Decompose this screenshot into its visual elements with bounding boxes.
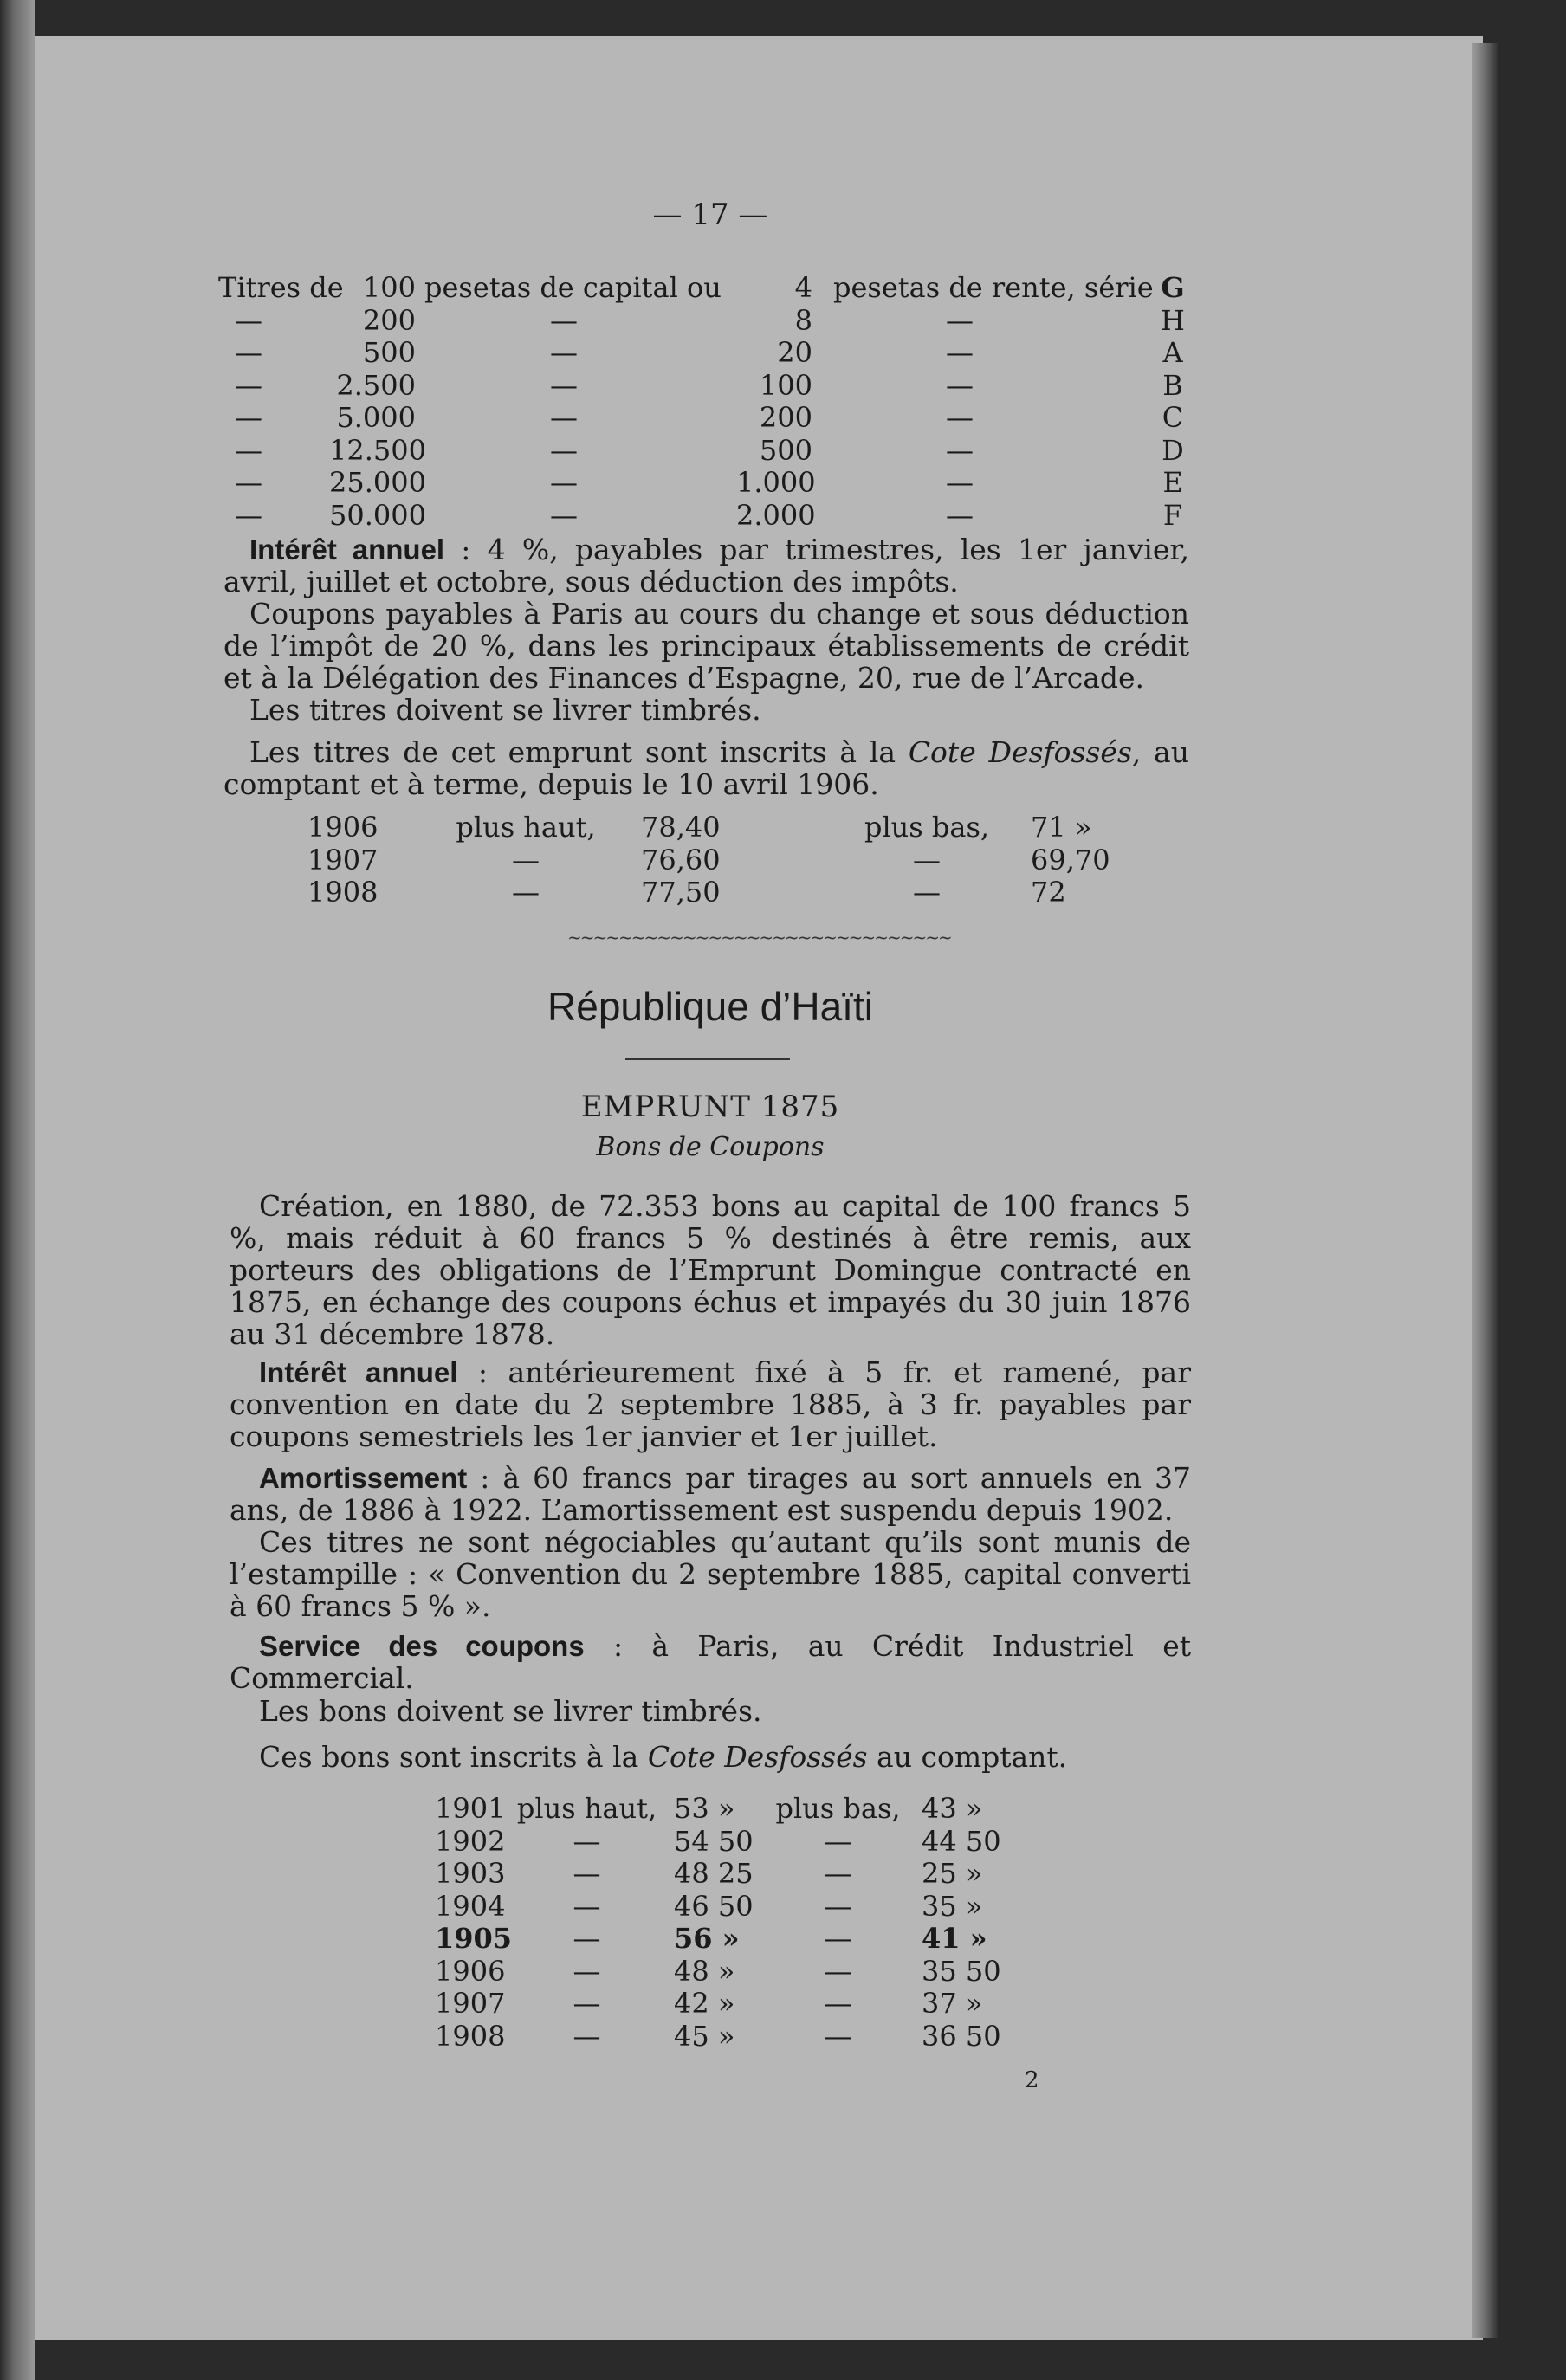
table-cell: 1901	[435, 1792, 506, 1825]
table-cell: 50.000	[329, 498, 426, 532]
table-cell: —	[946, 433, 974, 467]
interet-label: Intérêt annuel	[259, 1356, 458, 1388]
table-cell: —	[235, 466, 262, 499]
table-cell: A	[1162, 336, 1183, 369]
service-paragraph	[230, 1630, 1191, 1694]
table-cell	[833, 272, 1154, 305]
table-cell: 46 50	[674, 1889, 754, 1923]
table-cell: 78,40	[641, 811, 721, 844]
table-cell: Titres de	[218, 271, 344, 304]
service-text: : à Paris, au Crédit Industriel et Commercial.	[230, 1629, 1191, 1695]
table-cell: —	[824, 1922, 852, 1955]
table-cell: 12.500	[329, 433, 426, 467]
table-cell: 500	[759, 433, 812, 467]
table-cell: D	[1162, 433, 1184, 467]
table-cell: —	[573, 1824, 601, 1858]
table-cell: —	[235, 368, 262, 402]
bons-timbres-paragraph: Les bons doivent se livrer timbrés.	[259, 1694, 762, 1728]
table-cell: —	[946, 401, 974, 434]
table-cell: plus bas,	[775, 1792, 901, 1825]
table-cell: —	[824, 2019, 852, 2053]
table-cell: —	[824, 1824, 852, 1858]
amortissement-paragraph	[230, 1462, 1191, 1526]
page-number: — 17 —	[652, 197, 768, 232]
table-cell: —	[946, 368, 974, 402]
table-cell: 35 »	[922, 1889, 983, 1923]
cours2-bas	[922, 1793, 1017, 2053]
table-cell: —	[573, 1987, 601, 2020]
table-cell: plus bas,	[864, 811, 990, 844]
titres-timbres-paragraph: Les titres doivent se livrer timbrés.	[249, 693, 761, 727]
cote-desfosses: Cote Desfossés	[908, 735, 1132, 769]
table-cell: 41 »	[922, 1922, 987, 1955]
table-cell: —	[235, 303, 262, 337]
service-label: Service des coupons	[259, 1630, 585, 1662]
table-cell: —	[235, 336, 262, 369]
table-cell: —	[573, 1889, 601, 1923]
table-cell: 54 50	[674, 1824, 754, 1858]
cours2-year	[435, 1793, 513, 2053]
table-cell: —	[913, 876, 941, 909]
table-cell: 77,50	[641, 876, 721, 909]
emprunt-subtitle: Bons de Coupons	[596, 1132, 825, 1162]
table-cell: —	[946, 498, 974, 532]
book-gutter	[0, 0, 35, 2380]
estampille-paragraph: Ces titres ne sont négociables qu’autant qu’ils sont munis de l’estampille : « Convention du 2 septembre 1885, capital converti à 60 francs 5 % ».	[230, 1525, 1191, 1623]
coupons-paragraph: Coupons payables à Paris au cours du change et sous déduction de l’impôt de 20 %, dans les principaux établissements de crédit et à la Délégation des Finances d’Espagne, 20, rue de l’Arcade.	[223, 597, 1189, 695]
table-cell: 36 50	[922, 2019, 1001, 2053]
interet-paragraph-2	[230, 1356, 1191, 1452]
table-cell: —	[573, 1857, 601, 1890]
table-cell: 1906	[307, 811, 379, 844]
table-cell: 20	[777, 336, 812, 369]
table-cell: 25.000	[329, 466, 426, 499]
table-cell: plus haut,	[456, 811, 596, 844]
inscrits-before: Ces bons sont inscrits à la	[259, 1740, 648, 1774]
table-cell: B	[1162, 368, 1183, 402]
table-cell: 43 »	[922, 1792, 983, 1825]
wavy-separator: ~~~~~~~~~~~~~~~~~~~~~~~~~~~~~~	[567, 927, 951, 947]
table-cell: 100	[362, 271, 416, 304]
title-rule	[625, 1058, 790, 1060]
inscrits-after: au comptant.	[867, 1740, 1068, 1774]
interet-paragraph-1	[223, 534, 1189, 598]
table-cell: 42 »	[674, 1987, 735, 2020]
interet-label: Intérêt annuel	[249, 534, 445, 566]
table-cell: 1906	[435, 1954, 506, 1988]
table-cell: 1903	[435, 1857, 506, 1890]
table-cell: —	[824, 1857, 852, 1890]
amortissement-text: : à 60 francs par tirages au sort annuels en 37 ans, de 1886 à 1922. L’amortissement est suspendu depuis 1902.	[230, 1461, 1191, 1527]
table-cell: —	[550, 466, 578, 499]
table-cell: 37 »	[922, 1987, 983, 2020]
table-cell: F	[1162, 498, 1183, 532]
table-cell: 1.000	[736, 466, 816, 499]
table-cell: E	[1162, 466, 1183, 499]
table-cell: 1907	[307, 843, 379, 876]
creation-paragraph: Création, en 1880, de 72.353 bons au capital de 100 francs 5 %, mais réduit à 60 francs 5 % destinés à être remis, aux porteurs des obligations de l’Emprunt Domingue contracté en 1875, en échange des coupons échus et impayés du 30 juin 1876 au 31 décembre 1878.	[230, 1189, 1191, 1351]
table-cell: —	[550, 401, 578, 434]
table-cell: 500	[362, 336, 416, 369]
table-cell: 76,60	[641, 843, 721, 876]
amortissement-label: Amortissement	[259, 1462, 468, 1494]
table-cell: pesetas de capital ou	[424, 271, 722, 304]
titres-col-serie	[1154, 272, 1192, 532]
table-cell: plus haut,	[516, 1792, 657, 1825]
inscrits-before: Les titres de cet emprunt sont inscrits à la	[249, 735, 909, 769]
table-cell: —	[946, 466, 974, 499]
table-cell: —	[235, 433, 262, 467]
table-cell: 44 50	[922, 1824, 1001, 1858]
table-cell: —	[946, 336, 974, 369]
interet-text: : antérieurement fixé à 5 fr. et ramené, par convention en date du 2 septembre 1885, à 3 fr. payables par coupons semestriels les 1er janvier et 1er juillet.	[230, 1355, 1191, 1453]
table-cell: C	[1162, 401, 1184, 434]
titres-col-b	[424, 272, 736, 532]
table-cell: —	[824, 1889, 852, 1923]
table-cell: 72	[1031, 876, 1066, 909]
table-cell: 71 »	[1031, 811, 1092, 844]
titres-col-c	[833, 272, 1154, 532]
table-cell: —	[573, 1922, 601, 1955]
table-cell: —	[946, 303, 974, 337]
table-cell: —	[512, 843, 540, 876]
table-cell: G	[1161, 271, 1185, 304]
table-cell: 25 »	[922, 1857, 983, 1890]
table-cell: 1905	[435, 1922, 513, 1955]
table-cell: 1908	[435, 2019, 506, 2053]
table-cell: 1908	[307, 876, 379, 909]
table-cell: —	[913, 843, 941, 876]
table-cell: —	[550, 498, 578, 532]
table-cell: 5.000	[336, 401, 416, 434]
table-cell: 53 »	[674, 1792, 735, 1825]
table-cell: —	[550, 303, 578, 337]
table-cell: 1904	[435, 1889, 506, 1923]
titres-col-capital	[329, 271, 426, 532]
table-cell: 100	[759, 368, 812, 402]
cours1-haut-label	[443, 812, 608, 909]
page-edge	[1472, 43, 1498, 2338]
cours1-bas-label	[853, 812, 1000, 909]
table-cell: —	[824, 1954, 852, 1988]
table-cell: 200	[362, 303, 416, 337]
section-title: République d’Haïti	[547, 984, 873, 1029]
table-cell: H	[1161, 303, 1185, 337]
titres-col-rente	[736, 271, 816, 532]
cours2-bas-label	[762, 1793, 914, 2053]
table-cell: 2.000	[736, 498, 816, 532]
table-cell: —	[824, 1987, 852, 2020]
interet-text: : 4 %, payables par trimestres, les 1er janvier, avril, juillet et octobre, sous déduction des impôts.	[223, 533, 1189, 598]
table-cell: —	[573, 2019, 601, 2053]
cours2-haut-label	[507, 1793, 667, 2053]
table-cell: —	[550, 368, 578, 402]
table-cell: 45 »	[674, 2019, 735, 2053]
cote-desfosses: Cote Desfossés	[647, 1740, 868, 1774]
table-cell: 56 »	[674, 1922, 740, 1955]
table-cell: 4	[794, 271, 812, 304]
table-cell-text: pesetas de rente, série	[833, 271, 1154, 304]
table-cell: —	[550, 433, 578, 467]
table-cell: 35 50	[922, 1954, 1001, 1988]
table-cell: —	[573, 1954, 601, 1988]
cours1-haut	[641, 812, 745, 909]
emprunt-title: EMPRUNT 1875	[580, 1090, 840, 1124]
cours1-year	[307, 812, 394, 909]
table-cell: 2.500	[336, 368, 416, 402]
table-cell: 48 25	[674, 1857, 754, 1890]
table-cell: 48 »	[674, 1954, 735, 1988]
table-cell: —	[550, 336, 578, 369]
table-cell: 8	[794, 303, 812, 337]
table-cell: 200	[759, 401, 812, 434]
cours1-bas	[1031, 812, 1143, 909]
table-cell: 1902	[435, 1824, 506, 1858]
inscrits-after: , au comptant et à terme, depuis le 10 avril 1906.	[223, 735, 1189, 801]
signature-mark: 2	[1025, 2067, 1039, 2093]
inscrits-paragraph-2	[230, 1741, 1191, 1773]
table-cell: —	[512, 876, 540, 909]
table-cell: —	[235, 401, 262, 434]
table-cell: 1907	[435, 1987, 506, 2020]
cours2-haut	[674, 1793, 769, 2053]
table-cell: —	[235, 498, 262, 532]
inscrits-paragraph-1	[223, 736, 1189, 800]
table-cell: 69,70	[1031, 843, 1110, 876]
